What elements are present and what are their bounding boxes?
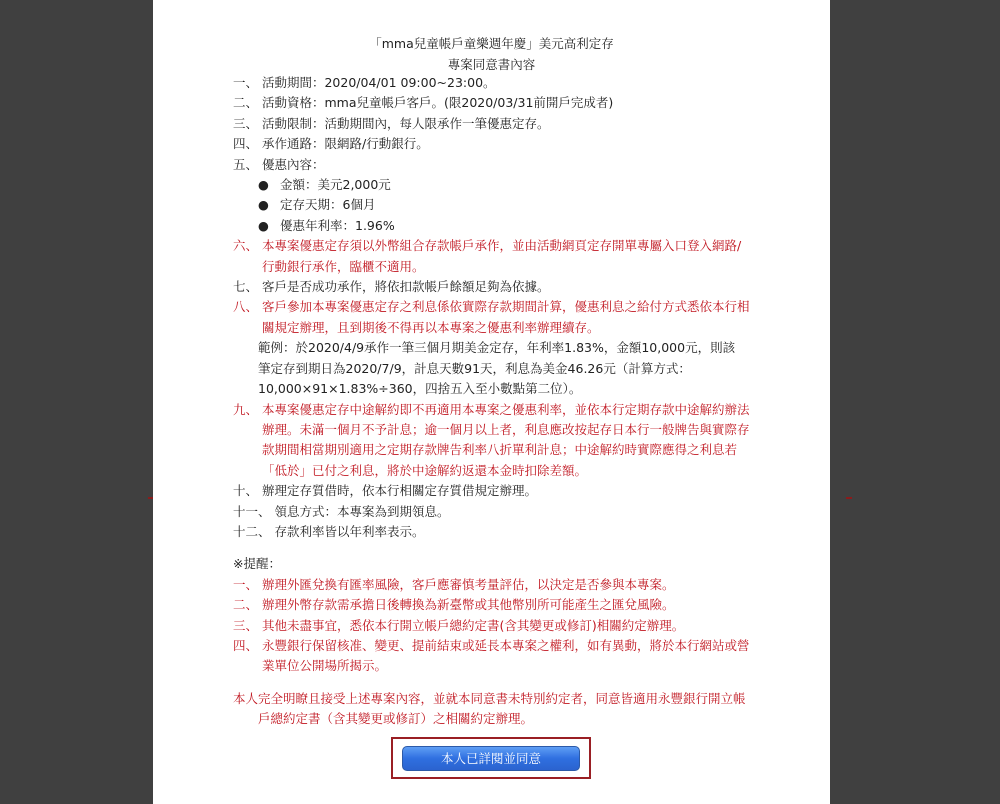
offer-amount: ● 金額：美元2,000元 [233, 175, 793, 195]
term-2: 二、 活動資格：mma兒童帳戶客戶。(限2020/03/31前開戶完成者) [233, 95, 614, 111]
term-5: 五、 優惠內容： [233, 156, 325, 172]
term-11: 十一、 領息方式：本專案為到期領息。 [233, 503, 450, 519]
reminder-2: 二、 辦理外幣存款需承擔日後轉換為新臺幣或其他幣別所可能產生之匯兌風險。 [233, 597, 675, 613]
reminder-1: 一、 辦理外匯兌換有匯率風險，客戶應審慎考量評估，以決定是否參與本專案。 [233, 576, 675, 592]
term-4: 四、 承作通路：限網路/行動銀行。 [233, 136, 429, 152]
term-12: 十二、 存款利率皆以年利率表示。 [233, 523, 425, 539]
bullet-icon: ● [258, 217, 269, 233]
bullet-icon: ● [258, 177, 269, 193]
term-3: 三、 活動限制：活動期間內，每人限承作一筆優惠定存。 [233, 115, 550, 131]
agree-button-highlight [391, 737, 591, 779]
dialog-title [153, 33, 830, 75]
title-line-1: 「mma兒童帳戶童樂週年慶」美元高利定存 [369, 36, 614, 51]
reminder-4: 四、 永豐銀行保留核准、變更、提前結束或延長本專案之權利，如有異動，將於本行網站或營 業單位公開場所揭示。 [233, 637, 750, 674]
title-line-2: 專案同意書內容 [447, 57, 536, 72]
reminder-3: 三、 其他未盡事宜，悉依本行開立帳戶總約定書(含其變更或修訂)相關約定辦理。 [233, 617, 685, 633]
consent-dialog [153, 0, 830, 804]
interest-example: 範例：於2020/4/9承作一筆三個月期美金定存，年利率1.83%，金額10,000元，則該 筆定存到期日為2020/7/9，計息天數91天，利息為美金46.26元（計算方式： 10,000×91×1.83%÷360，四捨五入至小數點第二位）。 [258, 340, 736, 397]
backdrop-mark-right [846, 497, 852, 499]
terms-list [233, 73, 793, 730]
bullet-icon: ● [258, 197, 269, 213]
term-6: 六、 本專案優惠定存須以外幣組合存款帳戶承作，並由活動網頁定存開單專屬入口登入網路/ 行動銀行承作，臨櫃不適用。 [233, 238, 742, 274]
offer-rate: ● 優惠年利率：1.96% [233, 216, 793, 236]
term-7: 七、 客戶是否成功承作，將依扣款帳戶餘額足夠為依據。 [233, 279, 550, 295]
term-8: 八、 客戶參加本專案優惠定存之利息係依實際存款期間計算，優惠利息之給付方式悉依本行相 關規定辦理，且到期後不得再以本專案之優惠利率辦理續存。 [233, 299, 750, 335]
term-1: 一、 活動期間：2020/04/01 09:00~23:00。 [233, 75, 496, 90]
offer-tenor: ● 定存天期：6個月 [233, 195, 793, 215]
reminder-title: ※提醒： [233, 556, 281, 572]
final-consent: 本人完全明瞭且接受上述專案內容，並就本同意書未特別約定者，同意皆適用永豐銀行開立帳 戶總約定書（含其變更或修訂）之相關約定辦理。 [233, 690, 746, 727]
agree-button[interactable]: 本人已詳閱並同意 [402, 746, 580, 771]
term-10: 十、 辦理定存質借時，依本行相關定存質借規定辦理。 [233, 483, 537, 499]
term-9: 九、 本專案優惠定存中途解約即不再適用本專案之優惠利率，並依本行定期存款中途解約辦法 辦理。未滿一個月不予計息；逾一個月以上者，利息應改按起存日本行一般牌告與實際存 款期間相當期別適用之定期存款牌告利率八折單利計息；中途解約時實際應得之利息若 「低於」已付之利息，將於中途解約返還本金時扣除差額。 [233, 401, 750, 478]
